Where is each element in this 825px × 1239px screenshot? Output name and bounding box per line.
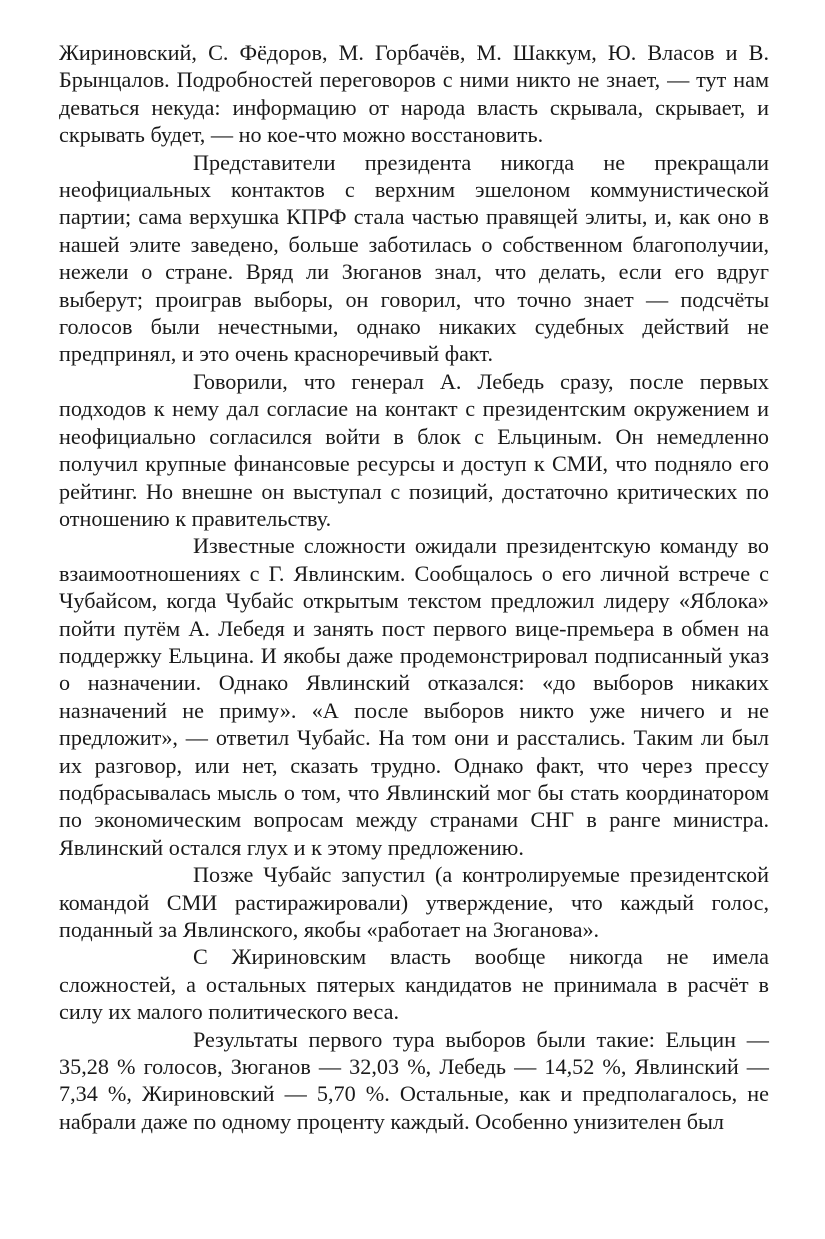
paragraph-kprf-contacts: Представители президента никогда не прекращали неофициальных контактов с верхним эшелоном коммунистической партии; сама верхушка КПРФ стала частью правящей элиты, и, как оно в нашей элите заведено, больше заботилась о собственном благополучии, нежели о стране. Вряд ли Зюганов знал, что делать, если его вдруг выберут; проиграв выборы, он говорил, что точно знает — подсчёты голосов были нечестными, однако никаких судебных действий не предпринял, и это очень красноречивый факт. [59, 149, 769, 367]
paragraph-zhirinovsky: С Жириновским власть вообще никогда не имела сложностей, а остальных пятерых кандидатов не принимала в расчёт в силу их малого политического веса. [59, 944, 769, 1025]
paragraph-lebed: Говорили, что генерал А. Лебедь сразу, после первых подходов к нему дал согласие на контакт с президентским окружением и неофициально согласился войти в блок с Ельциным. Он немедленно получил крупные финансовые ресурсы и доступ к СМИ, что подняло его рейтинг. Но внешне он выступал с позиций, достаточно критических по отношению к правительству. [59, 368, 769, 531]
paragraph-yavlinsky: Известные сложности ожидали президентскую команду во взаимоотношениях с Г. Явлинским. Сообщалось о его личной встрече с Чубайсом, когда Чубайс открытым текстом предложил лидеру «Яблока» пойти путём А. Лебедя и занять пост первого вице-премьера в обмен на поддержку Ельцина. И якобы даже продемонстрировал подписанный указ о назначении. Однако Явлинский отказался: «до выборов никаких назначений не приму». «А после выборов никто уже ничего и не предложит», — ответил Чубайс. На том они и расстались. Таким ли был их разговор, или нет, сказать трудно. Однако факт, что через прессу подбрасывалась мысль о том, что Явлинский мог бы стать координатором по экономическим вопросам между странами СНГ в ранге министра. Явлинский остался глух и к этому предложению. [59, 533, 769, 860]
document-page [59, 39, 769, 1135]
paragraph-continuation: Жириновский, С. Фёдоров, М. Горбачёв, М. Шаккум, Ю. Власов и В. Брынцалов. Подробностей переговоров с ними никто не знает, — тут нам деваться некуда: информацию от народа власть скрывала, скрывает, и скрывать будет, — но кое-что можно восстановить. [59, 40, 769, 148]
paragraph-first-round-results: Результаты первого тура выборов были такие: Ельцин — 35,28 % голосов, Зюганов — 32,03 %, Лебедь — 14,52 %, Явлинский — 7,34 %, Жириновский — 5,70 %. Остальные, как и предполагалось, не набрали даже по одному проценту каждый. Особенно унизителен был [59, 1026, 769, 1134]
paragraph-chubais-claim: Позже Чубайс запустил (а контролируемые президентской командой СМИ растиражировали) утверждение, что каждый голос, поданный за Явлинского, якобы «работает на Зюганова». [59, 862, 769, 942]
